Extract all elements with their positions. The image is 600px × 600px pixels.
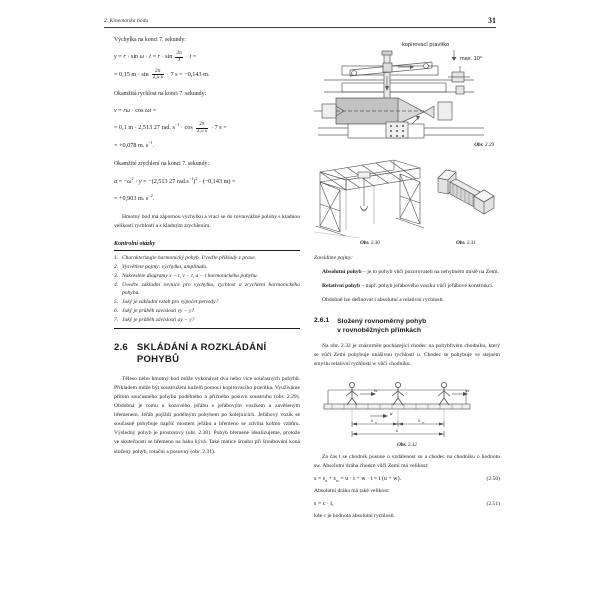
question-number: 6. (114, 308, 119, 314)
question-text: Vysvětlete pojmy: výchylka, amplituda. (122, 264, 208, 271)
term-name: Absolutní pohyb (322, 269, 362, 276)
question-text: Charakterizujte harmonický pohyb. Uveďte příklady z praxe. (122, 255, 257, 262)
subsection-title-line1: Složený rovnoměrný pohyb (337, 318, 427, 326)
equation-2-50-number: (2.50) (486, 475, 500, 482)
list-item (114, 263, 300, 272)
label-w-right: w (466, 388, 470, 394)
running-head-title: 2. Kinematika bodu (104, 18, 149, 24)
question-number: 2. (114, 264, 119, 271)
right-column (314, 36, 500, 526)
question-text: Jaký je průběh závislosti vy − y? (122, 308, 195, 314)
question-number: 7. (114, 316, 119, 323)
paragraph-conclusion: Hmotný bod má zápornou výchylku a vrací se do rovnovážné polohy s kladnou velikostí rychlosti a s kladným zrychlením. (114, 214, 300, 230)
box-rule-top (114, 250, 300, 251)
paragraph-body: Těleso nebo hmotný bod může vykonávat dva nebo více současných pohybů. Příkladem může být soustružení kuželů pomocí kopírovacího pravítka. Využíváme přitom současného pohybu podélného a příčného posuvu soustruhu (obr. 2.29). Obdobná je tomu u kozového jeřábu s jeřábovým vozíkem a zavěšeným břemenem. Jeřáb pojíždí podélným pohybem po kolejnicích. Jeřábový vozík se současně pohybuje napříč mostem jeřábu a břemeno se zdvihá kolmo vzhůru. Výsledný pohyb je prostorový (obr. 2.30). Pohyb břemene idealizujeme, protože ve skutečnosti se břemeno na háku kývá. Také matice šroubu při šroubování koná složený pohyb, rotační a posuvný (obr. 2.31). (114, 376, 300, 455)
figure-2-29-drawing (314, 36, 500, 140)
question-number: 1. (114, 255, 119, 262)
page-number: 31 (488, 16, 496, 25)
figure-caption-number: 2.32 (407, 441, 417, 448)
equation-2-51-number: (2.51) (486, 500, 500, 507)
label-sw-sub: w (422, 420, 425, 425)
section-title: SKLÁDÁNÍ A ROZKLÁDÁNÍ POHYBŮ (136, 342, 267, 366)
figure-2-31-caption (432, 240, 500, 246)
label-u: u (390, 411, 393, 417)
paragraph-after-figure: Za čas t se chodník posune o vzdálenost su a chodec na chodníku o hodnotu sw. Absolutní dráha chodce vůči Zemi má velikost: (314, 453, 500, 469)
term-absolute-motion (314, 268, 500, 277)
list-item (114, 254, 300, 263)
question-text: Jaký je základní vztah pro výpočet periody? (122, 299, 219, 306)
label-copying-ruler: kopírovací pravítko (402, 42, 450, 48)
figure-2-30-drawing (314, 152, 426, 238)
box-rule-bottom (114, 328, 300, 329)
label-s: s (396, 428, 398, 434)
figure-row-230-231 (314, 152, 500, 246)
figure-2-31 (432, 152, 500, 246)
term-definition: – je to pohyb vůči pozorovateli na nehybném místě na Zemi. (361, 269, 499, 276)
equation-acceleration: $a = -\omega^2 \cdot y = -(2,513$ 27 $rad.s^{-1})^2 \cdot (-0,143$ m) = (114, 175, 236, 185)
subsection-heading-2-6-1 (314, 317, 500, 335)
label-max-angle: max. 10° (460, 56, 483, 62)
label-su-sub: u (375, 420, 377, 425)
running-head (104, 18, 496, 32)
figure-2-32-caption (314, 442, 500, 448)
review-questions-box (114, 241, 300, 328)
equation-velocity: v = rω · cos ωt = (114, 107, 157, 115)
lead-deflection: Výchylka na konci 7. sekundy: (114, 37, 186, 43)
figure-2-29 (314, 36, 500, 148)
label-w-left: w (374, 388, 378, 394)
equation-acceleration-result: = +0,903 m. $s^{-2}$. (114, 192, 155, 202)
question-text: Jaký je průběh závislosti ay − y? (122, 316, 195, 323)
question-text: Nakreslete diagramy x − t, v − t, a − t harmonického pohybu. (122, 272, 259, 279)
lead-velocity: Okamžitá rychlost na konci 7. sekundy: (114, 91, 207, 98)
list-item (114, 307, 300, 316)
figure-caption-number: 2.30 (370, 240, 380, 246)
paragraph-closing: kde c je hodnota absolutní rychlosti. (314, 512, 396, 519)
review-questions-title: Kontrolní otázky (114, 241, 156, 248)
label-su: s (371, 418, 373, 424)
equation-2-51: (2.51) s = c · t, (314, 500, 500, 507)
subsection-paragraph: Na obr. 2.32 je znázorněn pocházející chodec na pohyblivém chodníku, který se vůči Zemi pohybuje unášivou rychlostí u. Chodec se pohybuje ve stejném smyslu relativní rychlostí w vůči chodníku. (314, 342, 500, 367)
question-number: 5. (114, 299, 119, 306)
paragraph-mid: Absolutní dráha má také velikost: (314, 487, 390, 494)
equation-velocity-result: = +0,078 m. $s^{-1}$. (114, 139, 155, 149)
list-item (114, 316, 300, 325)
section-number: 2.6 (114, 342, 128, 354)
question-text: Uveďte základní rovnice pro výchylku, rychlost a zrychlení harmonického pohybu. (122, 281, 300, 297)
terms-note: Obdobně lze definovat i absolutní a relativní rychlosti. (322, 297, 445, 304)
section-heading-2-6 (114, 342, 300, 366)
figure-2-32 (314, 374, 500, 448)
figure-2-30 (314, 152, 426, 246)
figure-caption-prefix: Obr. (456, 240, 466, 246)
review-questions-list (114, 254, 300, 324)
question-number: 4. (114, 281, 119, 288)
left-column (114, 36, 300, 462)
figure-2-30-caption (314, 240, 426, 246)
equation-velocity-sub: = 0,1 m · 2,513 27 rad. $s^{-1} \cdot \cos$ $\frac{2\pi}{2,5 s}$ · 7 s = (114, 121, 227, 134)
list-item (114, 298, 300, 307)
figure-2-31-drawing (432, 152, 500, 238)
figure-caption-prefix: Obr. (397, 441, 407, 448)
list-item (114, 281, 300, 299)
label-sw: s (418, 418, 420, 424)
figure-caption-prefix: Obr. (474, 142, 484, 148)
subsection-title-line2: v rovnoběžných přímkách (337, 327, 421, 335)
subsection-title (337, 317, 426, 335)
lead-acceleration: Okamžité zrychlení na konci 7. sekundy: (114, 161, 209, 168)
figure-caption-number: 2.29 (484, 142, 494, 148)
header-rule (104, 27, 496, 28)
term-relative-motion (314, 282, 500, 291)
term-definition: – např. pohyb jeřábového vozíku vůči jeřábové konstrukci. (360, 283, 494, 290)
figure-2-29-caption (314, 142, 500, 148)
term-name: Relativní pohyb (322, 283, 361, 290)
figure-caption-prefix: Obr. (360, 240, 370, 246)
terms-lead: Zavádíme pojmy: (314, 255, 353, 261)
equation-deflection-result: = 0,15 m · sin $\frac{2\pi}{2,5 s}$ · 7 s = −0,143 m. (114, 67, 210, 81)
equation-deflection: y = r · sin ω · t = r · sin $\frac{2\pi}{T}$ · t = (114, 50, 197, 64)
figure-caption-number: 2.31 (466, 240, 476, 246)
question-number: 3. (114, 272, 119, 279)
subsection-number: 2.6.1 (314, 317, 330, 325)
equation-2-50: (2.50) $s = s_u + s_w = u \cdot t + w \cdot t = t$ (u + w). (314, 475, 500, 483)
figure-2-32-drawing (314, 374, 500, 440)
list-item (114, 272, 300, 281)
